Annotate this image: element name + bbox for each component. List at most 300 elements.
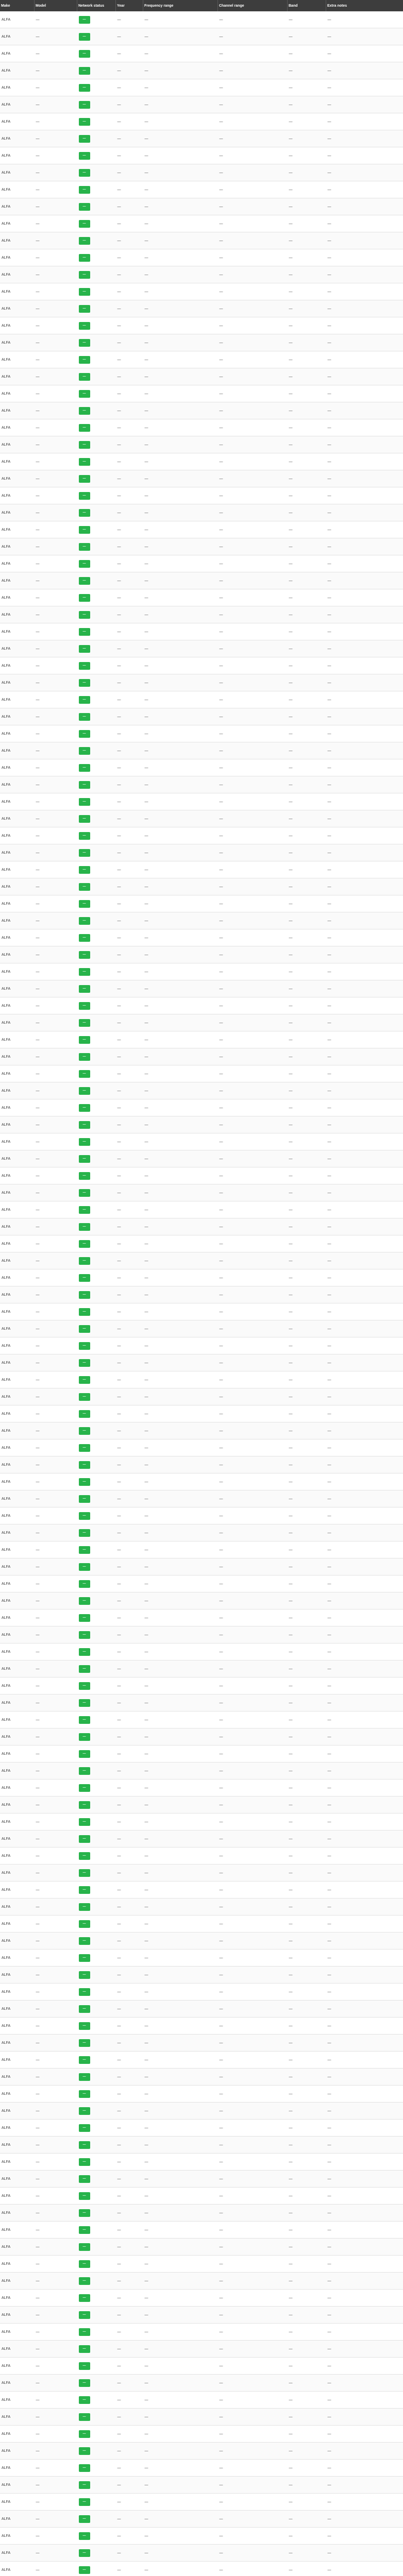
channel-cell: — bbox=[218, 1201, 288, 1218]
year-cell: — bbox=[116, 963, 143, 980]
model-cell: — bbox=[35, 1439, 77, 1456]
year-cell: — bbox=[116, 2120, 143, 2137]
table-row bbox=[0, 1728, 403, 1745]
make-cell: ALFA bbox=[0, 2511, 35, 2528]
model-cell: — bbox=[35, 2052, 77, 2069]
notes-cell: — bbox=[326, 2273, 403, 2290]
channel-cell: — bbox=[218, 368, 288, 385]
make-cell: ALFA bbox=[0, 2222, 35, 2239]
channel-cell: — bbox=[218, 810, 288, 827]
frequency-cell: — bbox=[143, 1950, 218, 1967]
band-cell: — bbox=[288, 419, 326, 436]
make-cell: ALFA bbox=[0, 2375, 35, 2392]
band-cell: — bbox=[288, 2545, 326, 2562]
table-row bbox=[0, 1865, 403, 1882]
status-badge: — bbox=[79, 1529, 90, 1537]
year-cell: — bbox=[116, 181, 143, 198]
year-cell: — bbox=[116, 1490, 143, 1507]
year-cell: — bbox=[116, 1814, 143, 1831]
status-cell bbox=[77, 963, 116, 980]
year-cell: — bbox=[116, 402, 143, 419]
channel-cell: — bbox=[218, 1167, 288, 1184]
notes-cell: — bbox=[326, 1167, 403, 1184]
status-cell bbox=[77, 487, 116, 504]
status-cell bbox=[77, 147, 116, 164]
make-cell: ALFA bbox=[0, 1524, 35, 1541]
model-cell: — bbox=[35, 1558, 77, 1575]
status-badge: — bbox=[79, 2311, 90, 2319]
model-cell: — bbox=[35, 2511, 77, 2528]
make-cell: ALFA bbox=[0, 2154, 35, 2171]
make-cell: ALFA bbox=[0, 164, 35, 181]
notes-cell: — bbox=[326, 2018, 403, 2035]
band-cell: — bbox=[288, 2324, 326, 2341]
year-cell: — bbox=[116, 1933, 143, 1950]
make-cell: ALFA bbox=[0, 334, 35, 351]
frequency-cell: — bbox=[143, 453, 218, 470]
status-badge: — bbox=[79, 628, 90, 636]
notes-cell: — bbox=[326, 1660, 403, 1677]
year-cell: — bbox=[116, 232, 143, 249]
table-row bbox=[0, 215, 403, 232]
band-cell: — bbox=[288, 2120, 326, 2137]
status-cell bbox=[77, 198, 116, 215]
table-row bbox=[0, 62, 403, 79]
channel-cell: — bbox=[218, 232, 288, 249]
table-row bbox=[0, 895, 403, 912]
band-cell: — bbox=[288, 1643, 326, 1660]
table-row bbox=[0, 2239, 403, 2256]
make-cell: ALFA bbox=[0, 385, 35, 402]
notes-cell: — bbox=[326, 1831, 403, 1848]
make-cell: ALFA bbox=[0, 283, 35, 300]
frequency-cell: — bbox=[143, 1831, 218, 1848]
make-cell: ALFA bbox=[0, 232, 35, 249]
channel-cell: — bbox=[218, 1218, 288, 1235]
status-cell bbox=[77, 538, 116, 555]
frequency-cell: — bbox=[143, 827, 218, 844]
make-cell: ALFA bbox=[0, 1592, 35, 1609]
status-cell bbox=[77, 725, 116, 742]
model-cell: — bbox=[35, 487, 77, 504]
channel-cell: — bbox=[218, 1269, 288, 1286]
status-badge: — bbox=[79, 84, 90, 92]
band-cell: — bbox=[288, 1473, 326, 1490]
year-cell: — bbox=[116, 521, 143, 538]
frequency-cell: — bbox=[143, 895, 218, 912]
status-badge: — bbox=[79, 883, 90, 891]
band-cell: — bbox=[288, 1916, 326, 1933]
model-cell: — bbox=[35, 895, 77, 912]
frequency-cell: — bbox=[143, 2052, 218, 2069]
status-cell bbox=[77, 113, 116, 130]
frequency-cell: — bbox=[143, 1065, 218, 1082]
band-cell: — bbox=[288, 1694, 326, 1711]
notes-cell: — bbox=[326, 810, 403, 827]
band-cell: — bbox=[288, 1116, 326, 1133]
make-cell: ALFA bbox=[0, 1984, 35, 2001]
make-cell: ALFA bbox=[0, 113, 35, 130]
make-cell: ALFA bbox=[0, 1303, 35, 1320]
channel-cell: — bbox=[218, 1286, 288, 1303]
band-cell: — bbox=[288, 2290, 326, 2307]
model-cell: — bbox=[35, 1609, 77, 1626]
band-cell: — bbox=[288, 351, 326, 368]
notes-cell: — bbox=[326, 2409, 403, 2426]
make-cell: ALFA bbox=[0, 742, 35, 759]
frequency-cell: — bbox=[143, 1728, 218, 1745]
frequency-cell: — bbox=[143, 1575, 218, 1592]
model-cell: — bbox=[35, 1133, 77, 1150]
band-cell: — bbox=[288, 2188, 326, 2205]
model-cell: — bbox=[35, 963, 77, 980]
frequency-cell: — bbox=[143, 793, 218, 810]
table-header bbox=[0, 0, 403, 11]
band-cell: — bbox=[288, 2069, 326, 2086]
model-cell: — bbox=[35, 2273, 77, 2290]
table-row bbox=[0, 2086, 403, 2103]
frequency-cell: — bbox=[143, 2018, 218, 2035]
table-row bbox=[0, 1797, 403, 1814]
band-cell: — bbox=[288, 317, 326, 334]
band-cell: — bbox=[288, 2086, 326, 2103]
table-row bbox=[0, 2256, 403, 2273]
make-cell: ALFA bbox=[0, 1677, 35, 1694]
frequency-cell: — bbox=[143, 2188, 218, 2205]
year-cell: — bbox=[116, 2324, 143, 2341]
channel-cell: — bbox=[218, 1439, 288, 1456]
band-cell: — bbox=[288, 2205, 326, 2222]
status-badge: — bbox=[79, 1733, 90, 1741]
status-cell bbox=[77, 1984, 116, 2001]
status-badge: — bbox=[79, 1104, 90, 1112]
model-cell: — bbox=[35, 368, 77, 385]
band-cell: — bbox=[288, 606, 326, 623]
table-row bbox=[0, 1099, 403, 1116]
status-badge: — bbox=[79, 2532, 90, 2540]
status-badge: — bbox=[79, 2226, 90, 2234]
year-cell: — bbox=[116, 1916, 143, 1933]
band-cell: — bbox=[288, 147, 326, 164]
channel-cell: — bbox=[218, 657, 288, 674]
band-cell: — bbox=[288, 1984, 326, 2001]
band-cell: — bbox=[288, 2256, 326, 2273]
year-cell: — bbox=[116, 1303, 143, 1320]
frequency-cell: — bbox=[143, 1711, 218, 1728]
status-badge: — bbox=[79, 662, 90, 670]
frequency-cell: — bbox=[143, 1439, 218, 1456]
status-badge: — bbox=[79, 696, 90, 704]
year-cell: — bbox=[116, 1252, 143, 1269]
table-row bbox=[0, 1235, 403, 1252]
model-cell: — bbox=[35, 1524, 77, 1541]
year-cell: — bbox=[116, 266, 143, 283]
notes-cell: — bbox=[326, 334, 403, 351]
band-cell: — bbox=[288, 725, 326, 742]
table-row bbox=[0, 742, 403, 759]
frequency-cell: — bbox=[143, 1201, 218, 1218]
table-row bbox=[0, 2137, 403, 2154]
table-row bbox=[0, 1933, 403, 1950]
status-badge: — bbox=[79, 747, 90, 755]
make-cell: ALFA bbox=[0, 2256, 35, 2273]
notes-cell: — bbox=[326, 2086, 403, 2103]
table-row bbox=[0, 317, 403, 334]
make-cell: ALFA bbox=[0, 980, 35, 997]
model-cell: — bbox=[35, 1814, 77, 1831]
make-cell: ALFA bbox=[0, 606, 35, 623]
year-cell: — bbox=[116, 334, 143, 351]
year-cell: — bbox=[116, 1439, 143, 1456]
model-cell: — bbox=[35, 1048, 77, 1065]
make-cell: ALFA bbox=[0, 521, 35, 538]
channel-cell: — bbox=[218, 2035, 288, 2052]
year-cell: — bbox=[116, 1150, 143, 1167]
year-cell: — bbox=[116, 2562, 143, 2576]
year-cell: — bbox=[116, 2528, 143, 2545]
notes-cell: — bbox=[326, 130, 403, 147]
status-badge: — bbox=[79, 1121, 90, 1129]
notes-cell: — bbox=[326, 504, 403, 521]
table-row bbox=[0, 2511, 403, 2528]
make-cell: ALFA bbox=[0, 1626, 35, 1643]
model-cell: — bbox=[35, 419, 77, 436]
make-cell: ALFA bbox=[0, 1286, 35, 1303]
year-cell: — bbox=[116, 1762, 143, 1780]
frequency-cell: — bbox=[143, 1592, 218, 1609]
status-badge: — bbox=[79, 1682, 90, 1690]
frequency-cell: — bbox=[143, 980, 218, 997]
make-cell: ALFA bbox=[0, 776, 35, 793]
make-cell: ALFA bbox=[0, 1643, 35, 1660]
channel-cell: — bbox=[218, 946, 288, 963]
make-cell: ALFA bbox=[0, 1439, 35, 1456]
table-row bbox=[0, 1167, 403, 1184]
notes-cell: — bbox=[326, 912, 403, 929]
band-cell: — bbox=[288, 215, 326, 232]
frequency-cell: — bbox=[143, 657, 218, 674]
notes-cell: — bbox=[326, 963, 403, 980]
year-cell: — bbox=[116, 1728, 143, 1745]
status-badge: — bbox=[79, 2413, 90, 2421]
status-cell bbox=[77, 640, 116, 657]
frequency-cell: — bbox=[143, 198, 218, 215]
year-cell: — bbox=[116, 2494, 143, 2511]
table-row bbox=[0, 2409, 403, 2426]
frequency-cell: — bbox=[143, 2358, 218, 2375]
notes-cell: — bbox=[326, 1745, 403, 1762]
make-cell: ALFA bbox=[0, 1882, 35, 1899]
notes-cell: — bbox=[326, 2443, 403, 2460]
model-cell: — bbox=[35, 2409, 77, 2426]
model-cell: — bbox=[35, 1405, 77, 1422]
table-row bbox=[0, 606, 403, 623]
frequency-cell: — bbox=[143, 113, 218, 130]
channel-cell: — bbox=[218, 164, 288, 181]
status-cell bbox=[77, 1762, 116, 1780]
status-cell bbox=[77, 2545, 116, 2562]
year-cell: — bbox=[116, 2103, 143, 2120]
year-cell: — bbox=[116, 1337, 143, 1354]
model-cell: — bbox=[35, 1984, 77, 2001]
notes-cell: — bbox=[326, 1643, 403, 1660]
frequency-cell: — bbox=[143, 11, 218, 28]
status-cell bbox=[77, 402, 116, 419]
table-row bbox=[0, 2341, 403, 2358]
frequency-cell: — bbox=[143, 1116, 218, 1133]
frequency-cell: — bbox=[143, 2477, 218, 2494]
status-badge: — bbox=[79, 2243, 90, 2251]
status-cell bbox=[77, 946, 116, 963]
band-cell: — bbox=[288, 266, 326, 283]
channel-cell: — bbox=[218, 198, 288, 215]
table-row bbox=[0, 1371, 403, 1388]
table-row bbox=[0, 2494, 403, 2511]
status-badge: — bbox=[79, 917, 90, 925]
channel-cell: — bbox=[218, 1626, 288, 1643]
year-cell: — bbox=[116, 1643, 143, 1660]
channel-cell: — bbox=[218, 1235, 288, 1252]
notes-cell: — bbox=[326, 2290, 403, 2307]
year-cell: — bbox=[116, 1541, 143, 1558]
status-cell bbox=[77, 1371, 116, 1388]
notes-cell: — bbox=[326, 45, 403, 62]
band-cell: — bbox=[288, 555, 326, 572]
status-badge: — bbox=[79, 492, 90, 500]
channel-cell: — bbox=[218, 266, 288, 283]
table-row bbox=[0, 147, 403, 164]
frequency-cell: — bbox=[143, 2137, 218, 2154]
table-row bbox=[0, 1014, 403, 1031]
model-cell: — bbox=[35, 623, 77, 640]
frequency-cell: — bbox=[143, 1405, 218, 1422]
channel-cell: — bbox=[218, 1252, 288, 1269]
status-badge: — bbox=[79, 1835, 90, 1843]
status-cell bbox=[77, 1456, 116, 1473]
year-cell: — bbox=[116, 1745, 143, 1762]
notes-cell: — bbox=[326, 997, 403, 1014]
notes-cell: — bbox=[326, 113, 403, 130]
channel-cell: — bbox=[218, 827, 288, 844]
status-badge: — bbox=[79, 798, 90, 806]
table-row bbox=[0, 861, 403, 878]
table-row bbox=[0, 1422, 403, 1439]
make-cell: ALFA bbox=[0, 1797, 35, 1814]
frequency-cell: — bbox=[143, 2256, 218, 2273]
table-row bbox=[0, 725, 403, 742]
frequency-cell: — bbox=[143, 45, 218, 62]
status-cell bbox=[77, 2154, 116, 2171]
status-cell bbox=[77, 1643, 116, 1660]
channel-cell: — bbox=[218, 555, 288, 572]
status-cell bbox=[77, 79, 116, 96]
table-row bbox=[0, 1609, 403, 1626]
band-cell: — bbox=[288, 1899, 326, 1916]
make-cell: ALFA bbox=[0, 1933, 35, 1950]
status-badge: — bbox=[79, 764, 90, 772]
frequency-cell: — bbox=[143, 351, 218, 368]
status-badge: — bbox=[79, 458, 90, 466]
notes-cell: — bbox=[326, 1337, 403, 1354]
model-cell: — bbox=[35, 1388, 77, 1405]
table-row bbox=[0, 2205, 403, 2222]
status-badge: — bbox=[79, 2345, 90, 2353]
channel-cell: — bbox=[218, 504, 288, 521]
make-cell: ALFA bbox=[0, 1099, 35, 1116]
table-row bbox=[0, 1762, 403, 1780]
band-cell: — bbox=[288, 793, 326, 810]
make-cell: ALFA bbox=[0, 2477, 35, 2494]
status-badge: — bbox=[79, 1189, 90, 1197]
channel-cell: — bbox=[218, 2256, 288, 2273]
make-cell: ALFA bbox=[0, 147, 35, 164]
status-badge: — bbox=[79, 560, 90, 568]
make-cell: ALFA bbox=[0, 436, 35, 453]
frequency-cell: — bbox=[143, 1473, 218, 1490]
table-row bbox=[0, 1780, 403, 1797]
status-badge: — bbox=[79, 305, 90, 313]
band-cell: — bbox=[288, 861, 326, 878]
year-cell: — bbox=[116, 368, 143, 385]
status-badge: — bbox=[79, 1325, 90, 1333]
col-frequency-range: Frequency range bbox=[143, 0, 218, 11]
year-cell: — bbox=[116, 2409, 143, 2426]
status-cell bbox=[77, 130, 116, 147]
model-cell: — bbox=[35, 1218, 77, 1235]
band-cell: — bbox=[288, 997, 326, 1014]
table-row bbox=[0, 1677, 403, 1694]
model-cell: — bbox=[35, 453, 77, 470]
status-cell bbox=[77, 606, 116, 623]
model-cell: — bbox=[35, 79, 77, 96]
table-row bbox=[0, 1592, 403, 1609]
band-cell: — bbox=[288, 1967, 326, 1984]
make-cell: ALFA bbox=[0, 912, 35, 929]
status-cell bbox=[77, 1048, 116, 1065]
notes-cell: — bbox=[326, 2120, 403, 2137]
status-badge: — bbox=[79, 1648, 90, 1656]
model-cell: — bbox=[35, 2477, 77, 2494]
table-row bbox=[0, 1303, 403, 1320]
model-cell: — bbox=[35, 2239, 77, 2256]
model-cell: — bbox=[35, 2528, 77, 2545]
band-cell: — bbox=[288, 283, 326, 300]
notes-cell: — bbox=[326, 929, 403, 946]
make-cell: ALFA bbox=[0, 997, 35, 1014]
model-cell: — bbox=[35, 640, 77, 657]
frequency-cell: — bbox=[143, 1643, 218, 1660]
notes-cell: — bbox=[326, 1473, 403, 1490]
notes-cell: — bbox=[326, 249, 403, 266]
make-cell: ALFA bbox=[0, 351, 35, 368]
status-badge: — bbox=[79, 815, 90, 823]
table-row bbox=[0, 1031, 403, 1048]
frequency-cell: — bbox=[143, 249, 218, 266]
band-cell: — bbox=[288, 130, 326, 147]
year-cell: — bbox=[116, 2256, 143, 2273]
frequency-cell: — bbox=[143, 606, 218, 623]
year-cell: — bbox=[116, 283, 143, 300]
notes-cell: — bbox=[326, 1320, 403, 1337]
frequency-cell: — bbox=[143, 2171, 218, 2188]
frequency-cell: — bbox=[143, 1984, 218, 2001]
year-cell: — bbox=[116, 878, 143, 895]
make-cell: ALFA bbox=[0, 1456, 35, 1473]
status-cell bbox=[77, 1865, 116, 1882]
frequency-cell: — bbox=[143, 912, 218, 929]
table-row bbox=[0, 266, 403, 283]
table-row bbox=[0, 521, 403, 538]
